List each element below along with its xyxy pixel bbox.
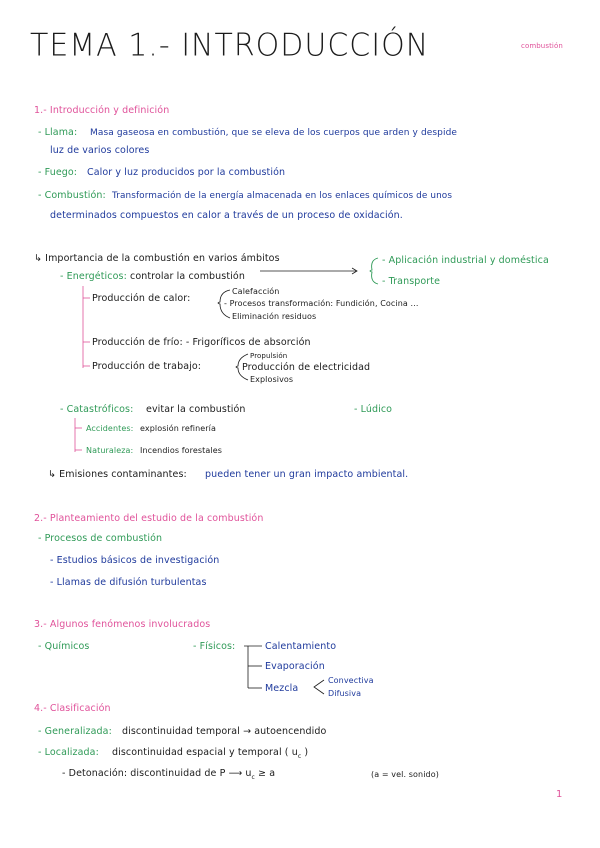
llama-def: Masa gaseosa en combustión, que se eleva de los cuerpos que arden y despide	[90, 128, 458, 138]
emissions-key: ↳ Emisiones contaminantes:	[48, 469, 187, 480]
phys-heating: Calentamiento	[265, 641, 337, 652]
emissions-value: pueden tener un gran impacto ambiental.	[205, 469, 409, 480]
transport: - Transporte	[382, 276, 441, 287]
heat-item-3: Eliminación residuos	[232, 312, 317, 321]
combustion-def: Transformación de la energía almacenada en los enlaces químicos de unos	[112, 191, 453, 201]
generalized-value: discontinuidad temporal → autoencendido	[122, 726, 327, 737]
detonation-note: (a = vel. sonido)	[371, 770, 439, 779]
phys-mixing: Mezcla	[265, 683, 299, 694]
page-number: 1	[556, 789, 563, 800]
energeticos-key: - Energéticos:	[60, 271, 127, 282]
localized-key: - Localizada:	[38, 747, 99, 758]
accidents-value: explosión refinería	[140, 424, 216, 433]
section-4-heading: 4.- Clasificación	[34, 703, 111, 714]
localized-value: discontinuidad espacial y temporal ( $u_c$ )	[112, 747, 309, 760]
application-industrial: - Aplicación industrial y doméstica	[382, 255, 549, 266]
s2-item-1: - Procesos de combustión	[38, 533, 163, 544]
section-3-heading: 3.- Algunos fenómenos involucrados	[34, 619, 211, 630]
work-item-3: Explosivos	[250, 375, 294, 384]
heat-item-2: - Procesos transformación: Fundición, Cocina ...	[224, 299, 419, 308]
work-item-1: Propulsión	[250, 352, 288, 360]
accidents-key: Accidentes:	[86, 424, 134, 433]
llama-key: - Llama:	[38, 127, 78, 138]
ludico: - Lúdico	[354, 404, 393, 415]
s2-item-2: - Estudios básicos de investigación	[50, 555, 220, 566]
llama-def-2: luz de varios colores	[50, 145, 150, 156]
page-title: TEMA 1.- INTRODUCCIÓN	[30, 27, 430, 64]
s2-item-3: - Llamas de difusión turbulentas	[50, 577, 207, 588]
catastrophic-key: - Catastróficos:	[60, 404, 134, 415]
work-production: Producción de trabajo:	[92, 361, 202, 372]
mixing-convective: Convectiva	[328, 676, 374, 685]
section-1-heading: 1.- Introducción y definición	[34, 105, 170, 116]
fuego-def: Calor y luz producidos por la combustión	[87, 167, 286, 178]
section-2-heading: 2.- Planteamiento del estudio de la combustión	[34, 513, 264, 524]
cold-production: Producción de frío: - Frigoríficos de absorción	[92, 337, 311, 348]
nature-value: Incendios forestales	[140, 446, 222, 455]
phys-evaporation: Evaporación	[265, 661, 325, 672]
physical: - Físicos:	[193, 641, 236, 652]
work-item-2: Producción de electricidad	[242, 362, 371, 373]
generalized-key: - Generalizada:	[38, 726, 112, 737]
importance-header: ↳ Importancia de la combustión en varios ámbitos	[34, 253, 280, 264]
corner-tag: combustión	[521, 42, 563, 50]
chemical: - Químicos	[38, 641, 90, 652]
mixing-diffusive: Difusiva	[328, 689, 362, 698]
catastrophic-value: evitar la combustión	[146, 404, 246, 415]
heat-production: Producción de calor:	[92, 293, 191, 304]
combustion-key: - Combustión:	[38, 190, 106, 201]
energeticos-value: controlar la combustión	[130, 271, 245, 282]
fuego-key: - Fuego:	[38, 167, 78, 178]
nature-key: Naturaleza:	[86, 446, 134, 455]
combustion-def-2: determinados compuestos en calor a través de un proceso de oxidación.	[50, 210, 403, 221]
heat-item-1: Calefacción	[232, 287, 280, 296]
detonation: - Detonación: discontinuidad de P ⟶ $u_c \ge a$	[62, 768, 276, 781]
